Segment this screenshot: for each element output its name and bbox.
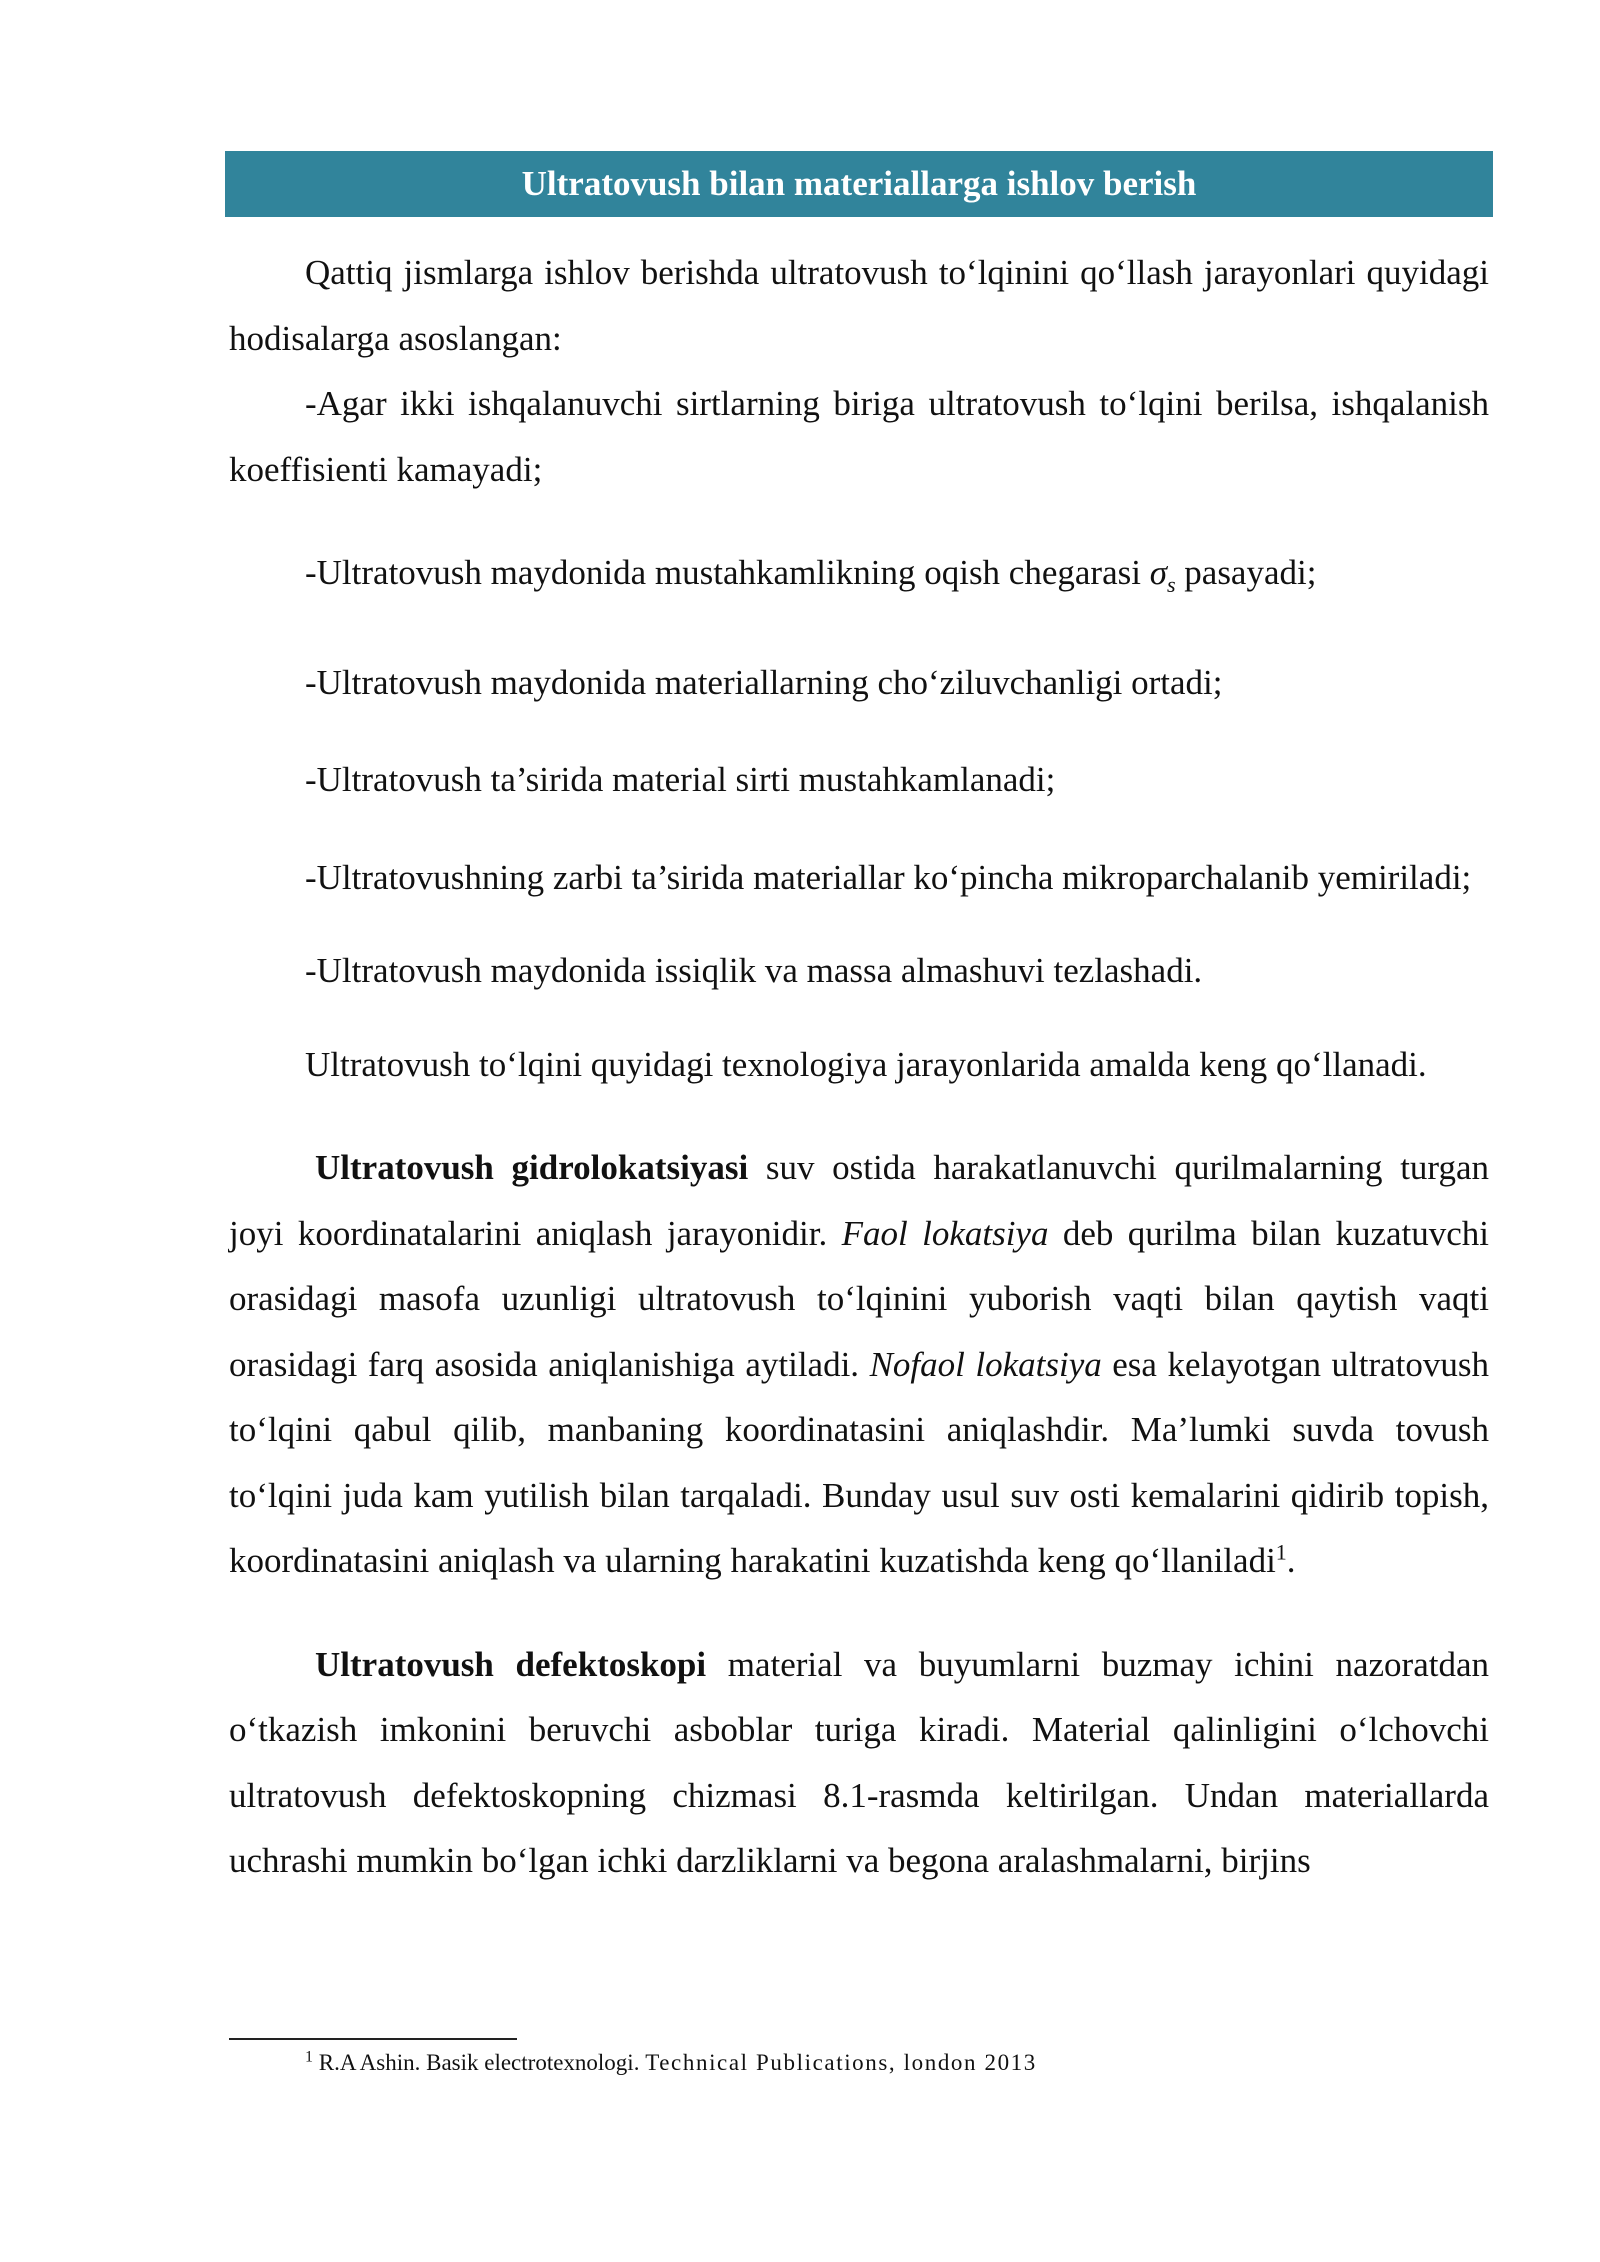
paragraph-hydrolocation xyxy=(229,1135,1489,1594)
term-flaw-detector: Ultratovush defektoskopi xyxy=(315,1644,707,1684)
paragraph-yield-text-after: pasayadi; xyxy=(1175,553,1317,592)
paragraph-yield-text-before: -Ultratovush maydonida mustahkamlikning oqish chegarasi xyxy=(305,553,1150,592)
document-body xyxy=(229,240,1489,1894)
hydrolocation-text-b: deb qurilma bilan kuzatuvchi orasidagi masofa uzunligi ultratovush to‘lqinini yuborish vaqti bilan qaytish vaqti orasidagi farq asosida aniqlanishiga aytiladi. xyxy=(229,1213,1489,1384)
paragraph-intro: Qattiq jismlarga ishlov berishda ultratovush to‘lqinini qo‘llash jarayonlari quyidagi hodisalarga asoslangan: xyxy=(229,253,1489,358)
term-passive-location: Nofaol lokatsiya xyxy=(869,1344,1102,1384)
hydrolocation-text-end: . xyxy=(1286,1541,1296,1580)
paragraph-friction: -Agar ikki ishqalanuvchi sirtlarning biriga ultratovush to‘lqini berilsa, ishqalanish koeffisienti kamayadi; xyxy=(229,384,1489,489)
hydrolocation-text-a: suv ostida harakatlanuvchi qurilmalarning turgan joyi koordinatalarini aniqlash jarayonidir. xyxy=(229,1148,1489,1253)
section-title-text: Ultratovush bilan materiallarga ishlov berish xyxy=(521,164,1197,203)
paragraph-flaw-detector xyxy=(229,1632,1489,1894)
footnote-mark: 1 xyxy=(305,2048,313,2066)
paragraph-surface-hardening: -Ultratovush ta’sirida material sirti mustahkamlanadi; xyxy=(305,760,1056,799)
term-active-location: Faol lokatsiya xyxy=(841,1213,1049,1253)
flaw-detector-text: material va buyumlarni buzmay ichini nazoratdan o‘tkazish imkonini beruvchi asboblar turiga kiradi. Material qalinligini o‘lchovchi ultratovush defektoskopning chizmasi 8.1-rasmda keltirilgan. Undan materiallarda uchrashi mumkin bo‘lgan ichki darzliklarni va begona aralashmalarni, birjins xyxy=(229,1644,1489,1880)
footnote xyxy=(305,2048,1037,2078)
sigma-symbol xyxy=(1149,553,1176,597)
footnote-text-a: R.A Ashin. Basik electrotexnologi. xyxy=(313,2050,646,2075)
footnote-text-c: london 2013 xyxy=(896,2050,1037,2075)
sigma-letter: σ xyxy=(1149,553,1167,592)
term-hydrolocation: Ultratovush gidrolokatsiyasi xyxy=(315,1148,749,1187)
footnote-reference[interactable]: 1 xyxy=(1275,1539,1287,1565)
hydrolocation-text-c: esa kelayotgan ultratovush to‘lqini qabul qilib, manbaning koordinatasini aniqlashdir. Ma’lumki suvda tovush to‘lqini juda kam yutilish bilan tarqaladi. Bunday usul suv osti kemalarini qidirib topish, koordinatasini aniqlash va ularning harakatini kuzatishda keng qo‘llaniladi xyxy=(229,1344,1489,1580)
sigma-subscript: s xyxy=(1166,572,1176,597)
paragraph-ductility: -Ultratovush maydonida materiallarning cho‘ziluvchanligi ortadi; xyxy=(305,662,1223,702)
paragraph-heat-mass: -Ultratovush maydonida issiqlik va massa almashuvi tezlashadi. xyxy=(305,951,1203,990)
paragraph-applications: Ultratovush to‘lqini quyidagi texnologiya jarayonlarida amalda keng qo‘llanadi. xyxy=(305,1044,1427,1084)
paragraph-yield-strength xyxy=(229,540,1489,618)
paragraph-erosion: -Ultratovushning zarbi ta’sirida materiallar ko‘pincha mikroparchalanib yemiriladi; xyxy=(305,857,1472,897)
footnote-publisher: Technical Publications, xyxy=(645,2050,897,2075)
section-title xyxy=(225,151,1493,217)
footnote-divider xyxy=(229,2038,517,2040)
